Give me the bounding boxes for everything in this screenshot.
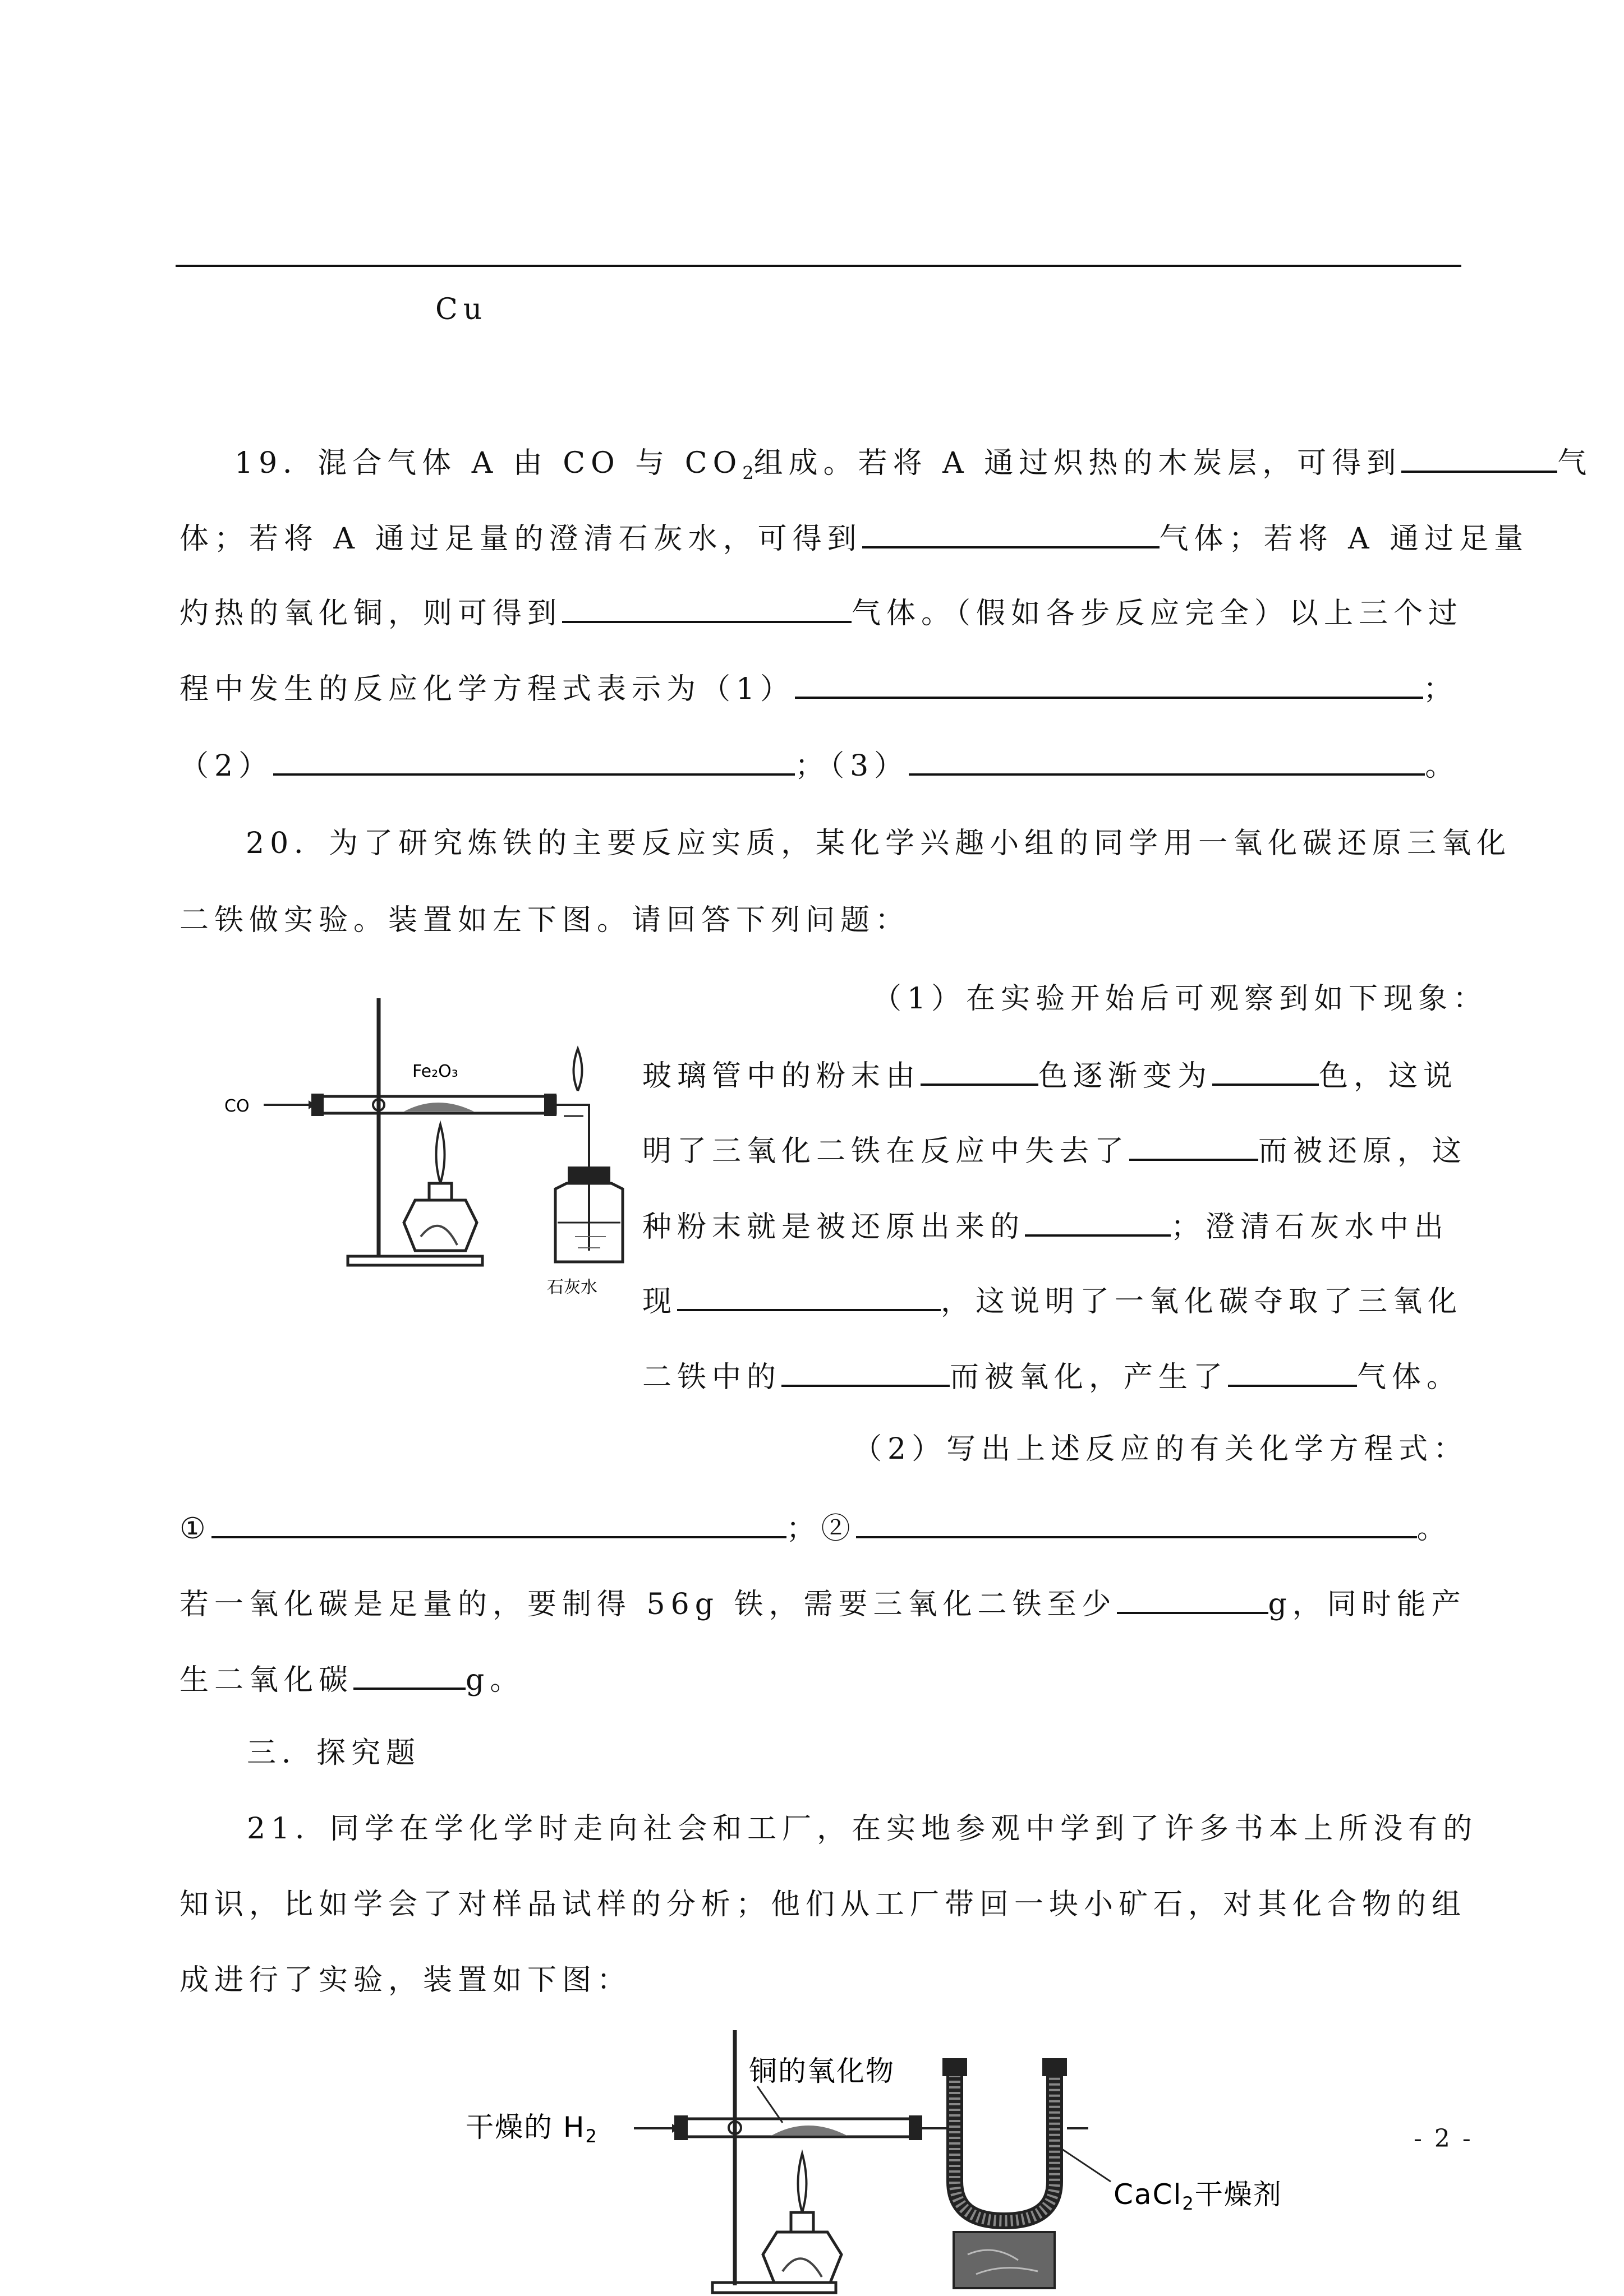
q20-mass-line-2: 生二氧化碳 g。 <box>180 1663 525 1697</box>
q20-right-5: 现 ，这说明了一氧化碳夺取了三氧化 <box>642 1285 1463 1318</box>
q20-right-2: 玻璃管中的粉末由 色逐渐变为 色，这说 <box>642 1059 1459 1093</box>
top-text-cu: Cu <box>435 293 488 326</box>
q20-blank-mass-fe2o3[interactable] <box>1117 1587 1268 1614</box>
fig-cacl2-label: CaCl$_2$干燥剂 <box>1114 2178 1282 2214</box>
q20-right-7: （2）写出上述反应的有关化学方程式： <box>853 1432 1469 1466</box>
q20-blank-eq1[interactable] <box>211 1511 786 1538</box>
q20-blank-color-2[interactable] <box>1212 1059 1319 1086</box>
fig-dry-h2-label: 干燥的 $H_2$ <box>466 2111 598 2147</box>
fig-co-label: CO <box>224 1096 250 1116</box>
q19-line-5: （2） ；（3） 。 <box>180 749 1460 783</box>
fig-limewater-label: 石灰水 <box>547 1278 597 1297</box>
fig-fe2o3-label: Fe₂O₃ <box>412 1062 458 1081</box>
co-reduction-apparatus-figure <box>219 987 634 1301</box>
q20-mass-line-1: 若一氧化碳是足量的，要制得 56g 铁，需要三氧化二铁至少 g，同时能产 <box>180 1588 1466 1621</box>
q21-line-3: 成进行了实验，装置如下图： <box>180 1963 632 1997</box>
q19-blank-eq1[interactable] <box>795 672 1423 699</box>
q19-blank-2[interactable] <box>862 522 1160 548</box>
q19-line-4: 程中发生的反应化学方程式表示为（1） ； <box>180 672 1459 706</box>
header-rule <box>176 265 1461 267</box>
q20-blank-lost[interactable] <box>1129 1134 1258 1161</box>
fig-copper-oxide-label: 铜的氧化物 <box>749 2055 895 2087</box>
q19-blank-eq2[interactable] <box>273 749 795 776</box>
q20-blank-eq2[interactable] <box>856 1511 1417 1538</box>
q20-right-4: 种粉末就是被还原出来的 ；澄清石灰水中出 <box>642 1210 1450 1244</box>
q20-blank-taken[interactable] <box>781 1360 950 1387</box>
q20-blank-color-1[interactable] <box>921 1059 1038 1086</box>
q20-right-3: 明了三氧化二铁在反应中失去了 而被还原，这 <box>642 1135 1467 1168</box>
q19-line-3: 灼热的氧化铜，则可得到 气体。（假如各步反应完全）以上三个过 <box>180 597 1464 630</box>
q20-blank-reduced[interactable] <box>1025 1210 1171 1237</box>
q20-line-2: 二铁做实验。装置如左下图。请回答下列问题： <box>180 903 910 937</box>
q20-blank-phenomenon[interactable] <box>677 1284 941 1311</box>
q19-line-2: 体；若将 A 通过足量的澄清石灰水，可得到 气体；若将 A 通过足量 <box>180 522 1529 556</box>
q20-blank-mass-co2[interactable] <box>353 1663 466 1690</box>
q20-right-1: （1）在实验开始后可观察到如下现象： <box>872 982 1488 1016</box>
q20-right-6: 二铁中的 而被氧化，产生了 气体。 <box>642 1361 1462 1394</box>
q20-equations-line: ① ；② 。 <box>180 1512 1452 1546</box>
page-number: - 2 - <box>1414 2124 1473 2153</box>
q21-line-1: 21．同学在学化学时走向社会和工厂，在实地参观中学到了许多书本上所没有的 <box>247 1812 1478 1846</box>
q20-line-1: 20．为了研究炼铁的主要反应实质，某化学兴趣小组的同学用一氧化碳还原三氧化 <box>246 827 1512 860</box>
q19-blank-1[interactable] <box>1401 446 1557 473</box>
q20-blank-gas[interactable] <box>1228 1360 1357 1387</box>
q19-line-1: 19．混合气体 A 由 CO 与 $CO_2$组成。若将 A 通过炽热的木炭层，可得到 气 <box>234 446 1593 484</box>
h2-reduction-apparatus-figure <box>466 2019 1307 2296</box>
q19-blank-3[interactable] <box>562 596 852 623</box>
q19-blank-eq3[interactable] <box>909 749 1425 776</box>
section-3-heading: 三．探究题 <box>247 1736 421 1770</box>
q21-line-2: 知识，比如学会了对样品试样的分析；他们从工厂带回一块小矿石，对其化合物的组 <box>180 1888 1467 1921</box>
